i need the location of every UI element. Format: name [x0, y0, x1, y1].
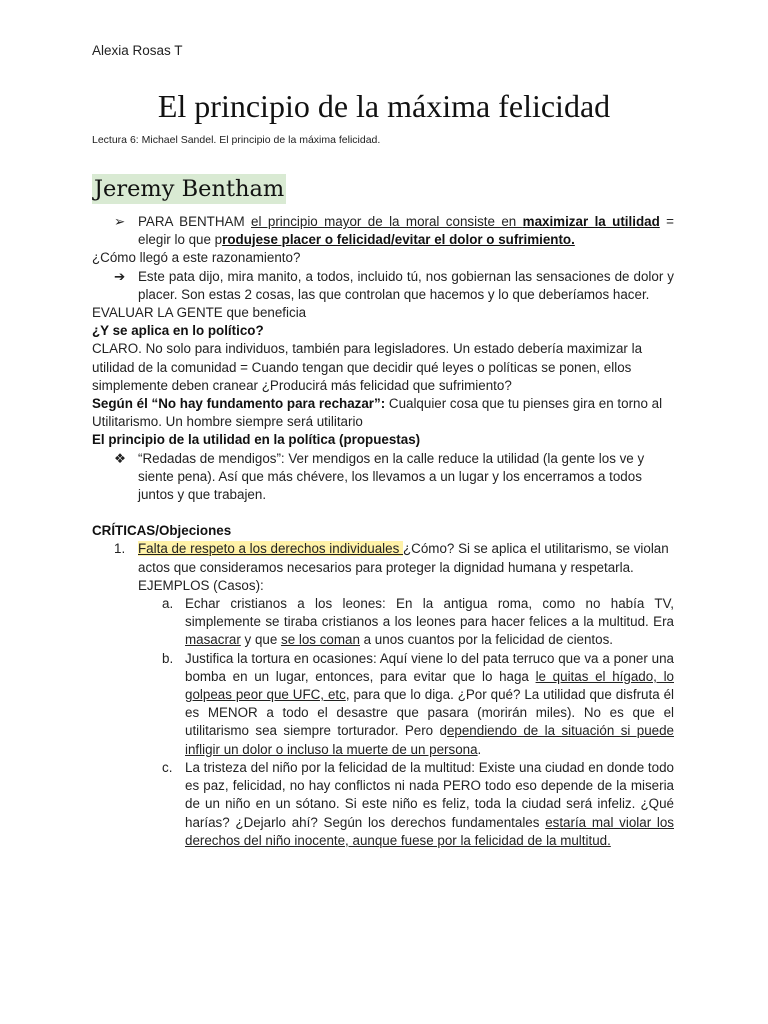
section-heading: Jeremy Bentham — [94, 176, 285, 202]
bold-underlined-text: rodujese placer o felicidad/evitar el dolor o sufrimiento. — [222, 232, 575, 248]
list-number: 1. — [114, 541, 126, 557]
list-item-text: . — [477, 741, 482, 757]
list-item-text: ¿Cómo? Si se aplica el utilitarismo, se violan actos que consideramos necesarios para proteger la dignidad humana y respetarla. EJEMPLOS (Casos): — [138, 541, 669, 593]
document-subtitle: Lectura 6: Michael Sandel. El principio de la máxima felicidad. — [92, 134, 381, 146]
bullet-sensaciones — [92, 268, 674, 304]
bullet-text: Este pata dijo, mira manito, a todos, incluido tú, nos gobiernan las sensaciones de dolor y placer. Son estas 2 cosas, las que controlan que hacemos y lo que deberíamos hacer. — [138, 268, 674, 302]
list-item-text: y que — [240, 632, 282, 648]
list-item-c — [92, 759, 674, 850]
list-item-b — [92, 650, 674, 759]
list-letter: c. — [162, 759, 173, 775]
principio-heading: El principio de la utilidad en la política (propuestas) — [92, 432, 421, 448]
arrow-bullet-icon: ➔ — [114, 268, 126, 284]
bullet-text: “Redadas de mendigos”: Ver mendigos en la calle reduce la utilidad (la gente los ve y siente pena). Así que más chévere, los llevamos a un lugar y los encerramos a todos juntos y que trabajen. — [138, 450, 645, 503]
bold-text: Según él “No hay fundamento para rechazar”: — [92, 396, 386, 412]
underlined-text: se los coman — [281, 632, 360, 648]
criticas-heading: CRÍTICAS/Objeciones — [92, 523, 232, 539]
highlighted-text: Falta de respeto a los derechos individuales — [138, 541, 403, 557]
document-body — [92, 213, 674, 850]
list-item-1 — [92, 540, 674, 595]
segun-paragraph — [92, 395, 674, 431]
arrowhead-bullet-icon: ➢ — [114, 214, 126, 229]
list-item-text: a unos cuantos por la felicidad de cientos. — [359, 632, 614, 648]
bullet-text: PARA BENTHAM — [138, 214, 252, 229]
list-item-a — [92, 595, 674, 650]
claro-paragraph: CLARO. No solo para individuos, también para legisladores. Un estado debería maximizar la utilidad de la comunidad = Cuando tengan que decidir qué leyes o políticas se ponen, ellos simplemente deben cranear ¿Producirá más felicidad que sufrimiento? — [92, 341, 643, 393]
underlined-text: ependiendo de la situación si puede infligir un dolor o incluso la muerte de un persona — [185, 723, 674, 757]
paragraph-text: Cualquier cosa que tu pienses gira en torno al Utilitarismo. Un hombre siempre será utilitario — [92, 396, 663, 430]
author-name: Alexia Rosas T — [92, 43, 183, 58]
bold-underlined-text: maximizar la utilidad — [522, 214, 660, 229]
list-item-text: Justifica la tortura en ocasiones: Aquí viene lo del pata terruco que va a poner una bomba en un lugar, entonces, para evitar que lo haga — [185, 650, 674, 684]
underlined-text: el principio mayor de la moral consiste en — [251, 214, 523, 229]
underlined-text: masacrar — [185, 632, 241, 648]
document-title: El principio de la máxima felicidad — [157, 88, 611, 124]
evaluar-line: EVALUAR LA GENTE que beneficia — [92, 305, 307, 321]
diamond-bullet-icon: ❖ — [114, 450, 127, 466]
list-item-text: , para que lo diga. ¿Por qué? La utilidad que disfruta él es MENOR a todo el desastre que pasara (morirán miles). No es que el utilitarismo sea siempre torturador. Pero d — [185, 687, 674, 739]
question-politico: ¿Y se aplica en lo político? — [92, 323, 264, 339]
bullet-text: = elegir lo que p — [138, 214, 674, 248]
question-razonamiento: ¿Cómo llegó a este razonamiento? — [92, 250, 301, 266]
blank-line — [92, 504, 674, 522]
bullet-redadas — [92, 450, 674, 505]
list-letter: a. — [162, 596, 174, 612]
underlined-text: le quitas el hígado, lo golpeas peor que UFC, etc — [185, 668, 674, 703]
underlined-text: estaría mal violar los derechos del niño inocente, aunque fuese por la felicidad de la multitud. — [185, 814, 674, 848]
list-letter: b. — [162, 650, 174, 666]
bullet-bentham — [92, 213, 674, 249]
list-item-text: Echar cristianos a los leones: En la antigua roma, como no había TV, simplemente se tiraba cristianos a los leones para hacer felices a la multitud. Era — [185, 596, 674, 630]
list-item-text: La tristeza del niño por la felicidad de la multitud: Existe una ciudad en donde todo es paz, felicidad, no hay conflictos ni nada PERO todo eso depende de la miseria de un niño en un sótano. Si este niño es feliz, toda la ciudad será infeliz. ¿Qué harías? ¿Dejarlo ahí? Según los derechos fundamentales — [185, 759, 674, 830]
